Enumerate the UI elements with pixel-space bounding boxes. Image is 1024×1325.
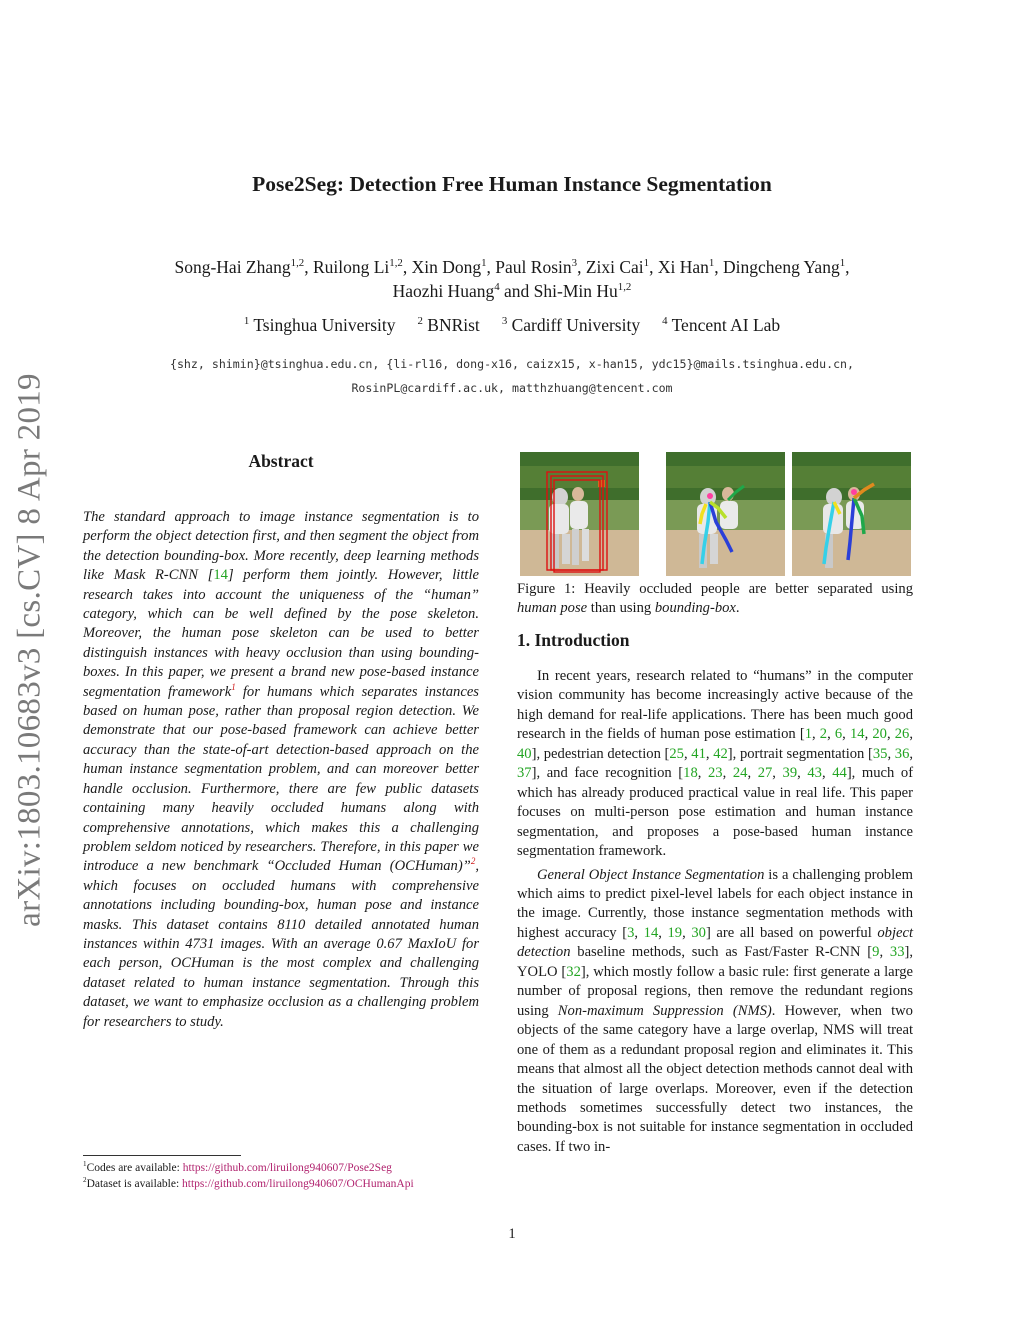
paragraph: In recent years, research related to “humans” in the computer vision community has become increasingly active because of the high demand for real-life applications. There has been much good research in the fields of human pose estimation [1, 2, 6, 14, 20, 26, 40], pedestrian detection [25, 41, 42], portrait segmentation [35, 36, 37], and face recognition [18, 23, 24, 27, 39, 43, 44], much of which has already produced practical value in real life. This paper focuses on multi-person pose estimation and human instance segmentation, and proposes a pose-based human instance segmentation framework. — [517, 668, 914, 860]
section-heading-introduction: 1. Introduction — [517, 630, 630, 650]
citation-link[interactable]: 30 — [691, 924, 706, 941]
arxiv-stamp — [10, 365, 50, 935]
affiliation-name: BNRist — [427, 315, 480, 335]
footnote — [83, 1176, 503, 1192]
citation-link[interactable]: 41 — [691, 745, 706, 762]
citation-link[interactable]: 33 — [889, 944, 905, 961]
affiliation-mark: 2 — [417, 315, 423, 328]
emphasis: General Object Instance Segmentation — [537, 866, 765, 883]
author-affiliation-mark: 1 — [643, 257, 650, 270]
emphasis: Non-maximum Suppression (NMS) — [557, 1002, 772, 1019]
affiliation-mark: 3 — [501, 315, 508, 328]
affiliation-mark: 1 — [243, 315, 250, 328]
affiliation-name: Cardiff University — [511, 315, 641, 335]
email-list — [60, 352, 964, 400]
citation-link[interactable]: 39 — [782, 765, 798, 782]
abstract-body: The standard approach to image instance segmentation is to perform the object detection first, and then segment the object from the detection bounding-box. More recently, deep learning methods like Mask R-CNN [14] perform them jointly. However, little research takes into account the uniqueness of the “human” category, which can be well defined by the pose skeleton. Moreover, the human pose skeleton can be used to better distinguish instances with heavy occlusion than using bounding-boxes. In this paper, we present a brand new pose-based instance segmentation framework$^1$ for humans which separates instances based on human pose, rather than proposal region detection. We demonstrate that our pose-based framework can achieve better accuracy than the state-of-art detection-based approach on the human instance segmentation problem, and can moreover better handle occlusion. Furthermore, there are few public datasets containing many heavily occluded humans along with comprehensive annotations, which makes this a challenging problem seldom noticed by researchers. Therefore, in this paper we introduce a new benchmark “Occluded Human (OCHuman)”$^2$, which focuses on occluded humans with comprehensive annotations including bounding-box, human pose and instance masks. This dataset contains 8110 detailed annotated human instances within 4731 images. With an average 0.67 MaxIoU for each person, OCHuman is the most complex and challenging dataset related to human instance segmentation. Through this dataset, we want to emphasize occlusion as a challenging problem for researchers to study. — [83, 509, 479, 1030]
author-affiliation-mark: 1,2 — [290, 257, 305, 270]
author-affiliation-mark: 1,2 — [617, 281, 632, 294]
author-name: Song-Hai Zhang — [174, 257, 291, 277]
footnote-number: 2 — [83, 1176, 87, 1185]
citation-link[interactable]: 9 — [872, 944, 880, 961]
author-line-2: Haozhi Huang$^4$ and Shi-Min Hu$^{1,2}$ — [392, 281, 632, 301]
paper-title: Pose2Seg: Detection Free Human Instance Segmentation — [252, 172, 772, 196]
affiliation — [417, 315, 479, 335]
citation-link[interactable]: 23 — [708, 765, 723, 782]
footnote-rule — [83, 1155, 241, 1156]
affiliation-mark: 4 — [662, 315, 668, 328]
footnote-text: Codes are available: — [86, 1162, 183, 1174]
affiliation-name: Tsinghua University — [253, 315, 396, 335]
author-affiliation-mark: 1 — [839, 257, 846, 270]
paragraph: General Object Instance Segmentation is a challenging problem which aims to predict pixel-level labels for each object instance in the image. Currently, those instance segmentation methods with highest accuracy [3, 14, 19, 30] are all based on powerful object detection baseline methods, such as Fast/Faster R-CNN [9, 33], YOLO [32], which mostly follow a basic rule: first generate a large number of proposal regions, then remove the redundant regions using Non-maximum Suppression (NMS). However, when two objects of the same category have a large overlap, NMS will treat one of them as a redundant proposal region and eliminates it. This means that almost all the object detection methods cannot deal with the situation of large overlaps. Moreover, even if the detection methods sometimes successfully detect two instances, the bounding-box is not suitable for instance segmentation in occluded cases. If two in- — [517, 866, 914, 1155]
author-affiliation-mark: 1 — [481, 257, 487, 270]
citation-link[interactable]: 37 — [517, 765, 532, 782]
citation-link[interactable]: 24 — [732, 765, 748, 782]
footnote-url[interactable]: https://github.com/liruilong940607/OCHumanApi — [182, 1178, 414, 1190]
abstract-heading: Abstract — [248, 451, 314, 471]
figure-caption: Figure 1: Heavily occluded people are better separated using human pose than using bounding-box. — [517, 581, 913, 617]
author-name: Xin Dong — [411, 257, 482, 277]
author-name: Xi Han — [657, 257, 709, 277]
figure-photo-bbox — [520, 452, 639, 576]
introduction-body — [517, 667, 913, 1157]
author-affiliation-mark: 1 — [708, 257, 715, 270]
citation-link[interactable]: 40 — [517, 745, 532, 762]
footnote-number: 1 — [83, 1160, 87, 1169]
author-line-1: Song-Hai Zhang$^{1,2}$, Ruilong Li$^{1,2}$, Xin Dong$^1$, Paul Rosin$^3$, Zixi Cai$^1$, Xi Han$^1$, Dingcheng Yang$^1$, — [174, 257, 850, 277]
emphasis: object detection — [517, 924, 914, 961]
author-affiliation-mark: 4 — [494, 281, 500, 294]
citation-link[interactable]: 14 — [643, 924, 659, 941]
author-name: Ruilong Li — [312, 257, 390, 277]
footnotes — [83, 1160, 503, 1192]
author-affiliation-mark: 1,2 — [389, 257, 403, 270]
citation-link[interactable]: 32 — [566, 963, 581, 980]
footnote-text: Dataset is available: — [86, 1178, 183, 1190]
figure-1 — [520, 452, 912, 576]
author-name: Paul Rosin — [495, 257, 572, 277]
citation-link[interactable]: 26 — [894, 726, 910, 743]
citation-link[interactable]: 25 — [669, 745, 684, 762]
citation-link[interactable]: 42 — [713, 745, 728, 762]
author-affiliation-mark: 3 — [571, 257, 578, 270]
citation-link[interactable]: 14 — [849, 726, 865, 743]
footnote-ref[interactable]: 1 — [231, 681, 236, 692]
citation-link[interactable]: 20 — [872, 726, 887, 743]
email-line-2: RosinPL@cardiff.ac.uk, matthzhuang@tencent.com — [351, 381, 673, 395]
author-name: Dingcheng Yang — [723, 257, 840, 277]
figure-photo-pose-2 — [792, 452, 911, 576]
citation-link[interactable]: 1 — [804, 726, 812, 743]
footnote-ref[interactable]: 2 — [470, 856, 476, 867]
citation-link[interactable]: 27 — [757, 765, 773, 782]
email-line-1: {shz, shimin}@tsinghua.edu.cn, {li-rl16, dong-x16, caizx15, x-han15, ydc15}@mails.tsinghua.edu.cn, — [169, 357, 855, 371]
citation-link[interactable]: 6 — [834, 726, 843, 743]
figure-photo-pose-1 — [666, 452, 785, 576]
author-list — [70, 255, 954, 303]
citation-link[interactable]: 14 — [213, 567, 228, 584]
citation-link[interactable]: 19 — [667, 924, 683, 941]
author-name: Zixi Cai — [585, 257, 644, 277]
arxiv-stamp-text: arXiv:1803.10683v3 [cs.CV] 8 Apr 2019 — [11, 373, 48, 927]
author-name: Haozhi Huang — [392, 281, 495, 301]
author-name: Shi-Min Hu — [533, 281, 618, 301]
citation-link[interactable]: 44 — [832, 765, 847, 782]
citation-link[interactable]: 36 — [894, 745, 910, 762]
affiliation — [502, 315, 640, 335]
citation-link[interactable]: 18 — [683, 765, 698, 782]
citation-link[interactable]: 2 — [819, 726, 828, 743]
footnote — [83, 1160, 503, 1176]
affiliation — [244, 315, 396, 335]
affiliation — [662, 315, 780, 335]
citation-link[interactable]: 43 — [807, 765, 822, 782]
page-number: 1 — [508, 1226, 516, 1242]
citation-link[interactable]: 3 — [627, 924, 635, 941]
affiliation-list — [0, 315, 1024, 336]
citation-link[interactable]: 35 — [872, 745, 888, 762]
footnote-url[interactable]: https://github.com/liruilong940607/Pose2Seg — [182, 1162, 392, 1174]
affiliation-name: Tencent AI Lab — [671, 315, 781, 335]
